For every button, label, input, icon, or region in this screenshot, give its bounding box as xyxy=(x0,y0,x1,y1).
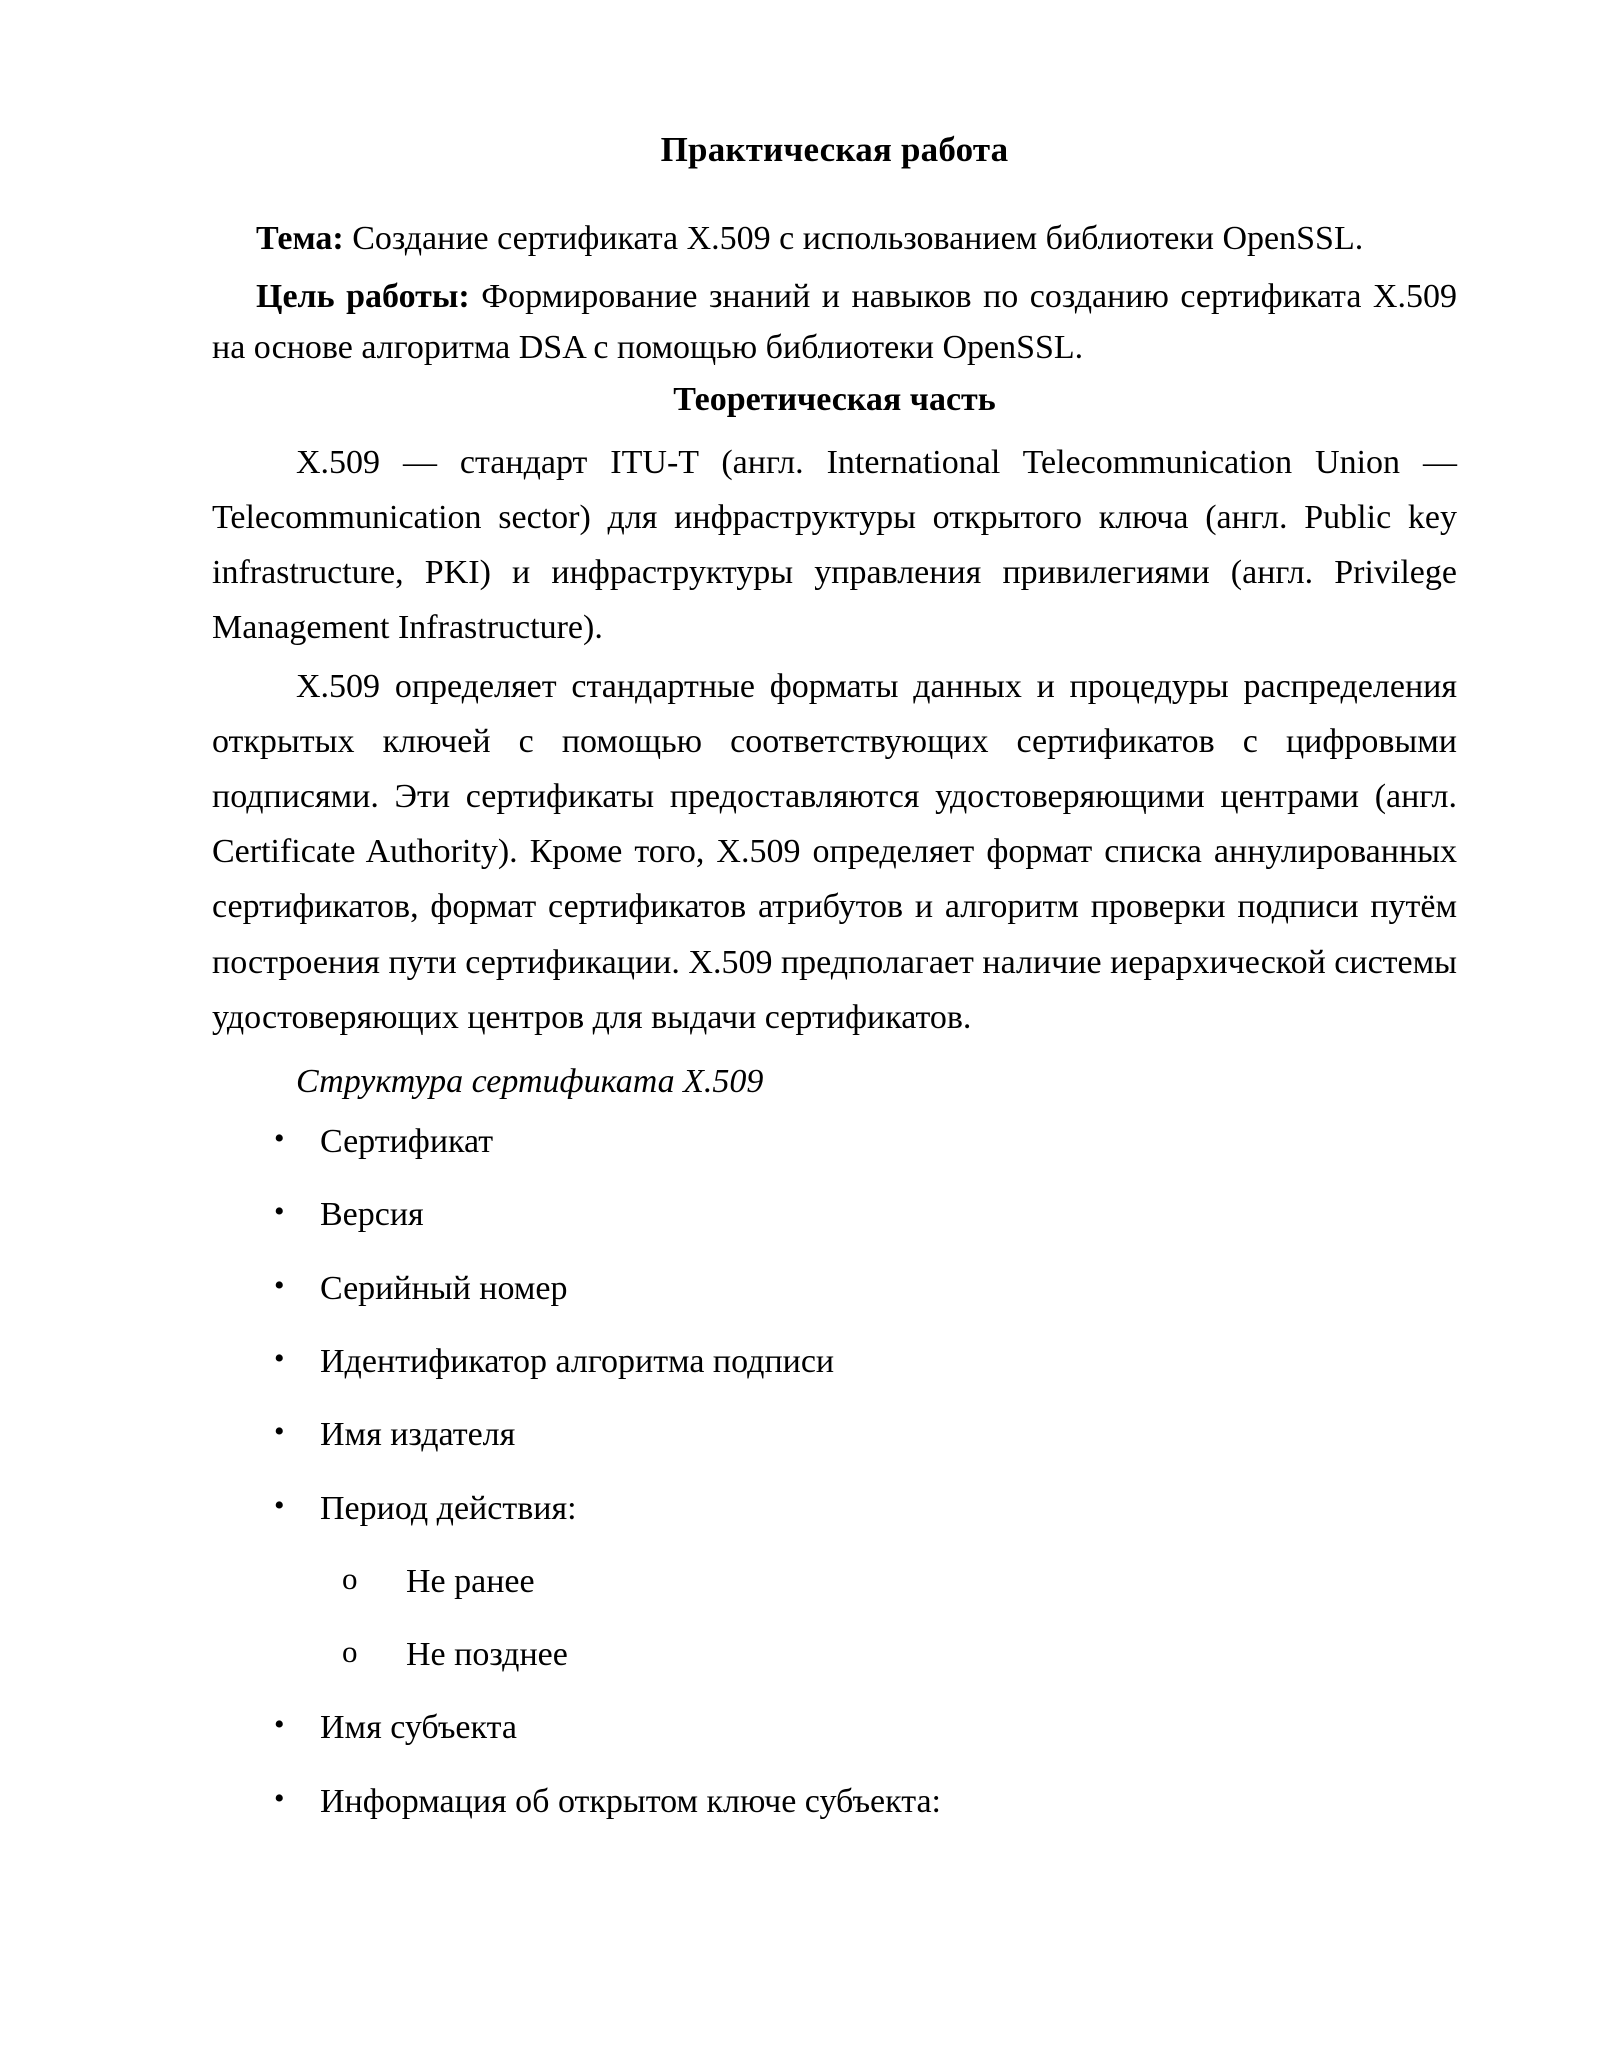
subheading-certificate-structure: Структура сертификата X.509 xyxy=(296,1062,764,1100)
list-item-label: Серийный номер xyxy=(320,1269,568,1307)
list-item-label: Не позднее xyxy=(406,1636,568,1674)
list-item xyxy=(212,1703,1457,1752)
list-item-label: Версия xyxy=(320,1196,424,1234)
bullet-icon: • xyxy=(274,1415,285,1449)
bullet-icon: • xyxy=(274,1341,285,1375)
topic-label: Тема: xyxy=(256,220,344,257)
list-item xyxy=(212,1337,1457,1386)
certificate-structure-list xyxy=(212,1117,1457,1826)
list-item xyxy=(212,1264,1457,1313)
section-heading-theory: Теоретическая часть xyxy=(673,381,996,419)
bullet-icon: • xyxy=(274,1488,285,1522)
paragraph-x509-formats: X.509 определяет стандартные форматы данных и процедуры распределения открытых ключей с помощью соответствующих сертификатов с цифровыми подписями. Эти сертификаты предоставляются удостоверяющими центрами (англ. Certificate Authority). Кроме того, X.509 определяет формат списка аннулированных сертификатов, формат сертификатов атрибутов и алгоритм проверки подписи путём построения пути сертификации. X.509 предполагает наличие иерархической системы удостоверяющих центров для выдачи сертификатов. xyxy=(212,668,1457,1036)
list-item xyxy=(212,1190,1457,1239)
goal-field xyxy=(212,271,1457,374)
document-content xyxy=(212,132,1457,1850)
list-item xyxy=(212,1484,1457,1680)
sub-bullet-icon: o xyxy=(342,1560,358,1596)
list-item-label: Информация об открытом ключе субъекта: xyxy=(320,1782,941,1820)
list-item xyxy=(212,1410,1457,1459)
list-item xyxy=(212,1777,1457,1826)
bullet-icon: • xyxy=(274,1708,285,1742)
bullet-icon: • xyxy=(274,1781,285,1815)
bullet-icon: • xyxy=(274,1268,285,1302)
bullet-icon: • xyxy=(274,1122,285,1156)
list-item xyxy=(320,1557,1457,1606)
sub-bullet-icon: o xyxy=(342,1634,358,1670)
validity-period-sublist xyxy=(320,1557,1457,1680)
paragraph-x509-definition: X.509 — стандарт ITU-T (англ. International Telecommunication Union — Telecommunication sector) для инфраструктуры открытого ключа (англ. Public key infrastructure, PKI) и инфраструктуры управления привилегиями (англ. Privilege Management Infrastructure). xyxy=(212,443,1457,647)
goal-value: Формирование знаний и навыков по созданию сертификата X.509 на основе алгоритма DSA с помощью библиотеки OpenSSL. xyxy=(212,277,1457,367)
goal-label: Цель работы: xyxy=(256,277,470,315)
page-title: Практическая работа xyxy=(660,130,1009,169)
topic-value: Создание сертификата X.509 с использованием библиотеки OpenSSL. xyxy=(343,220,1364,257)
list-item-label: Не ранее xyxy=(406,1562,535,1600)
bullet-icon: • xyxy=(274,1195,285,1229)
list-item xyxy=(320,1630,1457,1679)
list-item-label: Период действия: xyxy=(320,1489,577,1527)
topic-field xyxy=(212,213,1457,265)
list-item xyxy=(212,1117,1457,1166)
list-item-label: Сертификат xyxy=(320,1123,494,1161)
list-item-label: Идентификатор алгоритма подписи xyxy=(320,1342,835,1380)
list-item-label: Имя издателя xyxy=(320,1416,516,1454)
list-item-label: Имя субъекта xyxy=(320,1709,517,1747)
